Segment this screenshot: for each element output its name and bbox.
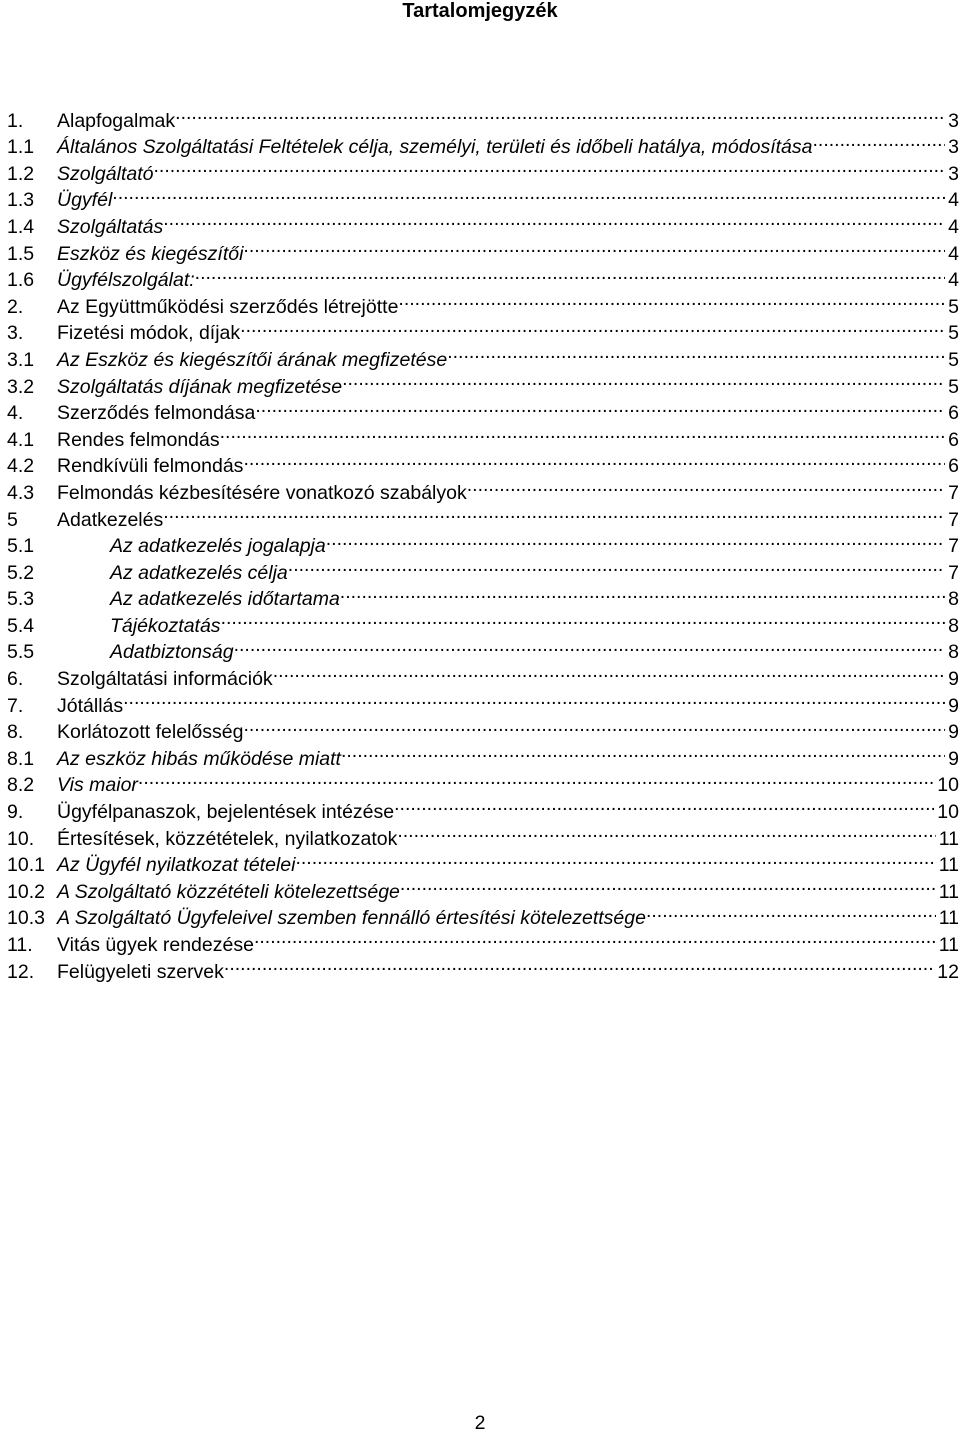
toc-entry-page: 7 <box>948 508 959 531</box>
toc-entry-page: 6 <box>948 455 959 478</box>
toc-entry-number: 4. <box>7 402 24 425</box>
page-number: 2 <box>474 1412 486 1434</box>
toc-entry-page: 8 <box>948 641 959 664</box>
toc-entry-page: 8 <box>948 588 959 611</box>
toc-entry-number: 8.2 <box>7 774 35 797</box>
toc-entry-number: 4.2 <box>7 455 35 478</box>
toc-entry[interactable] <box>7 180 959 212</box>
toc-entry-number: 12. <box>7 960 35 983</box>
toc-entry-page: 9 <box>948 747 959 770</box>
toc-entry-number: 2. <box>7 295 24 318</box>
toc-entry-title: Adatkezelés <box>57 508 164 531</box>
toc-dot-leader <box>447 339 945 366</box>
toc-entry-number: 8. <box>7 721 24 744</box>
toc-entry-title: Az adatkezelés jogalapja <box>110 535 326 558</box>
toc-entry-title: Felügyeleti szervek <box>57 960 224 983</box>
toc-dot-leader <box>254 924 936 951</box>
toc-entry-page: 4 <box>948 269 959 292</box>
toc-entry-page: 5 <box>948 295 959 318</box>
toc-dot-leader <box>288 552 945 579</box>
toc-entry[interactable] <box>7 712 959 744</box>
toc-dot-leader <box>220 419 946 446</box>
toc-entry-page: 4 <box>948 189 959 212</box>
toc-entry-number: 1.2 <box>7 162 35 185</box>
toc-entry-number: 5.5 <box>7 641 35 664</box>
toc-entry-page: 7 <box>948 561 959 584</box>
toc-dot-leader <box>342 366 945 393</box>
toc-entry-title: Rendes felmondás <box>57 428 220 451</box>
toc-entry-number: 4.3 <box>7 481 35 504</box>
page-title: Tartalomjegyzék <box>402 0 558 22</box>
toc-entry-title: Vis maior <box>57 774 138 797</box>
toc-entry-title: Ügyfél <box>57 189 113 212</box>
toc-dot-leader <box>240 313 945 340</box>
toc-entry-page: 6 <box>948 402 959 425</box>
toc-entry-number: 8.1 <box>7 747 35 770</box>
toc-entry-title: Szolgáltató <box>57 162 154 185</box>
toc-dot-leader <box>175 100 945 127</box>
toc-entry-page: 4 <box>948 215 959 238</box>
toc-entry-number: 3. <box>7 322 24 345</box>
toc-dot-leader <box>400 871 936 898</box>
toc-entry-title: Tájékoztatás <box>110 614 221 637</box>
toc-dot-leader <box>398 286 945 313</box>
toc-entry-page: 7 <box>948 535 959 558</box>
toc-entry-page: 5 <box>948 375 959 398</box>
toc-dot-leader <box>234 632 946 659</box>
toc-entry-number: 10. <box>7 827 35 850</box>
toc-entry-title: Eszköz és kiegészítői <box>57 242 244 265</box>
toc-entry-page: 7 <box>948 481 959 504</box>
toc-entry-page: 6 <box>948 428 959 451</box>
toc-dot-leader <box>467 472 945 499</box>
toc-entry-page: 5 <box>948 322 959 345</box>
toc-entry-number: 5.3 <box>7 588 35 611</box>
toc-entry-page: 11 <box>938 880 959 903</box>
toc-entry-number: 6. <box>7 668 24 691</box>
toc-dot-leader <box>243 712 945 739</box>
toc-dot-leader <box>243 446 945 473</box>
toc-entry-number: 10.1 <box>7 854 45 877</box>
toc-entry-title: Az Együttműködési szerződés létrejötte <box>57 295 399 318</box>
toc-dot-leader <box>163 206 945 233</box>
toc-entry-number: 3.1 <box>7 348 35 371</box>
toc-entry-number: 5.4 <box>7 614 35 637</box>
toc-entry-page: 8 <box>948 614 959 637</box>
toc-entry-number: 7. <box>7 694 24 717</box>
toc-dot-leader <box>138 765 934 792</box>
toc-dot-leader <box>812 127 945 154</box>
toc-entry-title: A Szolgáltató Ügyfeleivel szemben fennálló értesítési kötelezettsége <box>57 907 646 930</box>
toc-dot-leader <box>243 233 945 260</box>
toc-entry-number: 5 <box>7 508 18 531</box>
toc-entry-number: 5.2 <box>7 561 35 584</box>
toc-entry-number: 10.2 <box>7 880 45 903</box>
toc-dot-leader <box>112 180 945 207</box>
toc-entry-title: Szolgáltatás <box>57 215 164 238</box>
toc-dot-leader <box>221 605 946 632</box>
toc-entry-title: Az adatkezelés célja <box>110 561 288 584</box>
toc-entry-title: Az Ügyfél nyilatkozat tételei <box>57 854 296 877</box>
toc-entry-page: 10 <box>937 774 959 797</box>
toc-entry-page: 5 <box>948 348 959 371</box>
toc-entry-title: A Szolgáltató közzétételi kötelezettsége <box>57 880 400 903</box>
toc-dot-leader <box>341 738 945 765</box>
toc-entry-number: 11. <box>7 934 33 956</box>
toc-entry[interactable] <box>7 685 959 717</box>
toc-entry-title: Az Eszköz és kiegészítői árának megfizetése <box>57 348 448 371</box>
toc-entry-title: Szolgáltatás díjának megfizetése <box>57 375 343 398</box>
toc-entry-number: 5.1 <box>7 535 35 558</box>
toc-entry-number: 10.3 <box>7 907 45 930</box>
toc-entry-page: 9 <box>948 694 959 717</box>
toc-entry-title: Általános Szolgáltatási Feltételek célja, személyi, területi és időbeli hatálya, módosítása <box>57 136 813 159</box>
toc-entry-page: 11 <box>938 907 959 930</box>
toc-entry-title: Rendkívüli felmondás <box>57 455 244 478</box>
toc-entry-page: 9 <box>948 721 959 744</box>
toc-entry-title: Jótállás <box>57 694 124 717</box>
toc-entry-title: Az eszköz hibás működése miatt <box>57 747 341 770</box>
table-of-contents <box>7 100 959 983</box>
toc-entry-title: Adatbiztonság <box>110 641 234 664</box>
toc-dot-leader <box>646 898 936 925</box>
toc-entry-number: 1.6 <box>7 269 35 292</box>
toc-dot-leader <box>255 393 945 420</box>
toc-entry-page: 11 <box>938 854 959 877</box>
toc-entry-number: 3.2 <box>7 375 35 398</box>
toc-dot-leader <box>397 818 935 845</box>
toc-entry-title: Az adatkezelés időtartama <box>110 588 340 611</box>
toc-entry-page: 10 <box>937 801 959 824</box>
toc-entry-number: 1.5 <box>7 242 35 265</box>
toc-entry-title: Fizetési módok, díjak <box>57 322 241 345</box>
toc-entry-page: 3 <box>948 162 959 185</box>
toc-entry-number: 1. <box>7 109 24 132</box>
toc-entry[interactable] <box>7 765 959 797</box>
toc-entry[interactable] <box>7 100 959 132</box>
toc-entry-number: 1.1 <box>7 136 35 159</box>
toc-dot-leader <box>224 951 934 978</box>
toc-entry-number: 4.1 <box>7 428 35 451</box>
toc-entry-number: 1.3 <box>7 189 35 212</box>
toc-entry-title: Vitás ügyek rendezése <box>57 934 254 956</box>
toc-dot-leader <box>394 791 934 818</box>
toc-dot-leader <box>153 153 945 180</box>
toc-entry-page: 3 <box>948 109 959 132</box>
toc-entry-number: 9. <box>7 801 24 824</box>
toc-entry-page: 3 <box>948 136 959 159</box>
toc-entry[interactable] <box>7 791 959 824</box>
toc-dot-leader <box>326 526 945 553</box>
toc-dot-leader <box>273 658 945 685</box>
toc-entry-title: Ügyfélszolgálat: <box>57 269 195 292</box>
toc-dot-leader <box>340 579 945 606</box>
toc-dot-leader <box>195 260 945 287</box>
toc-entry-title: Szolgáltatási információk <box>57 668 273 691</box>
toc-entry-title: Szerződés felmondása <box>57 402 256 425</box>
toc-entry-title: Ügyfélpanaszok, bejelentések intézése <box>57 801 395 824</box>
toc-dot-leader <box>163 499 945 526</box>
toc-entry-page: 11 <box>938 827 959 850</box>
toc-entry-number: 1.4 <box>7 215 35 238</box>
toc-entry-page: 11 <box>938 934 959 956</box>
toc-entry-page: 12 <box>937 960 959 983</box>
toc-entry-page: 4 <box>948 242 959 265</box>
toc-entry[interactable] <box>7 206 959 238</box>
toc-entry-page: 9 <box>948 668 959 691</box>
toc-dot-leader <box>123 685 945 712</box>
toc-entry-title: Alapfogalmak <box>57 109 176 132</box>
toc-dot-leader <box>295 845 935 872</box>
toc-entry-title: Korlátozott felelősség <box>57 721 244 744</box>
toc-entry-title: Felmondás kézbesítésére vonatkozó szabályok <box>57 481 467 504</box>
toc-entry-title: Értesítések, közzétételek, nyilatkozatok <box>57 827 398 850</box>
